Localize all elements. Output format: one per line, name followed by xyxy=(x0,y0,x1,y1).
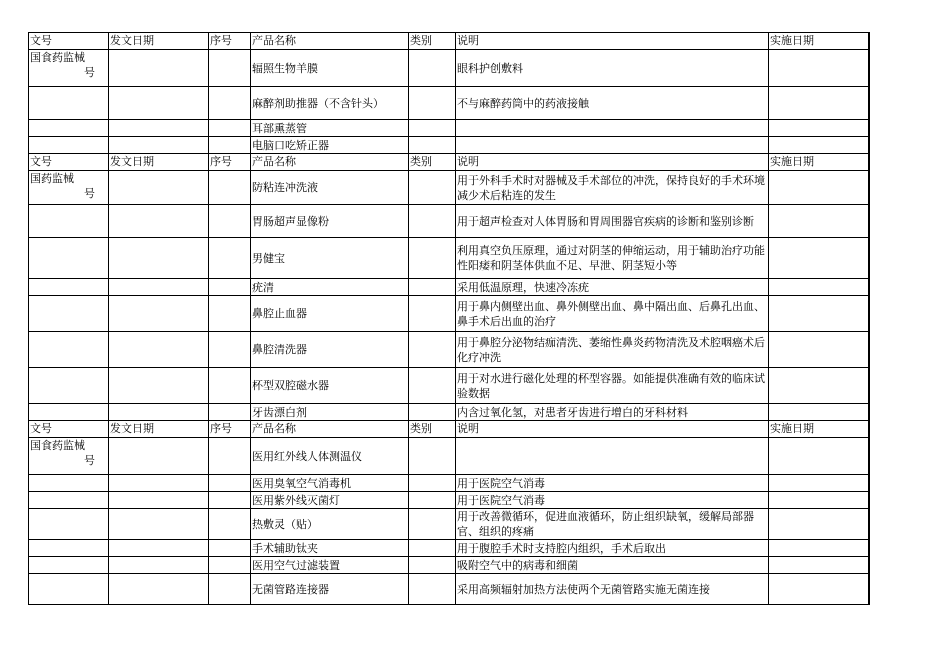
serial-cell xyxy=(209,50,251,87)
category-cell xyxy=(409,557,456,574)
doc-number-cell xyxy=(29,332,109,368)
serial-cell xyxy=(209,279,251,296)
doc-number-cell xyxy=(29,438,109,475)
category-cell xyxy=(409,120,456,137)
serial-cell xyxy=(209,438,251,475)
serial-cell xyxy=(209,87,251,120)
effective-date-cell xyxy=(769,279,869,296)
category-cell xyxy=(409,50,456,87)
issue-date-cell xyxy=(109,205,209,238)
header-serial: 序号 xyxy=(209,154,251,171)
header-row xyxy=(29,421,869,438)
regulation-table xyxy=(28,32,870,605)
serial-cell xyxy=(209,557,251,574)
product-name-cell: 医用臭氧空气消毒机 xyxy=(251,475,409,492)
doc-number-cell xyxy=(29,509,109,540)
table-row xyxy=(29,205,869,238)
product-name-cell: 电脑口吃矫正器 xyxy=(251,137,409,154)
doc-number-cell xyxy=(29,368,109,404)
header-row xyxy=(29,33,869,50)
serial-cell xyxy=(209,540,251,557)
product-name-cell: 男健宝 xyxy=(251,238,409,279)
issue-date-cell xyxy=(109,574,209,605)
table-row xyxy=(29,368,869,404)
doc-number-cell xyxy=(29,205,109,238)
table-row xyxy=(29,557,869,574)
doc-number-suffix: 号 xyxy=(84,187,95,200)
description-cell: 吸附空气中的病毒和细菌 xyxy=(456,557,769,574)
issue-date-cell xyxy=(109,368,209,404)
category-cell xyxy=(409,332,456,368)
serial-cell xyxy=(209,205,251,238)
issue-date-cell xyxy=(109,475,209,492)
category-cell xyxy=(409,279,456,296)
issue-date-cell xyxy=(109,404,209,421)
description-cell: 不与麻醉药筒中的药液接触 xyxy=(456,87,769,120)
category-cell xyxy=(409,238,456,279)
product-name-cell: 无菌管路连接器 xyxy=(251,574,409,605)
description-cell xyxy=(456,438,769,475)
table-body xyxy=(29,33,869,605)
header-doc-number: 文号 xyxy=(29,154,109,171)
category-cell xyxy=(409,509,456,540)
product-name-cell: 热敷灵（贴） xyxy=(251,509,409,540)
effective-date-cell xyxy=(769,509,869,540)
header-product-name: 产品名称 xyxy=(251,33,409,50)
serial-cell xyxy=(209,238,251,279)
effective-date-cell xyxy=(769,438,869,475)
doc-number-cell xyxy=(29,574,109,605)
table-row xyxy=(29,279,869,296)
category-cell xyxy=(409,171,456,205)
issue-date-cell xyxy=(109,557,209,574)
product-name-cell: 鼻腔止血器 xyxy=(251,296,409,332)
description-cell xyxy=(456,137,769,154)
product-name-cell: 鼻腔清洗器 xyxy=(251,332,409,368)
issue-date-cell xyxy=(109,171,209,205)
description-cell: 用于医院空气消毒 xyxy=(456,492,769,509)
serial-cell xyxy=(209,509,251,540)
description-cell xyxy=(456,120,769,137)
doc-number-cell xyxy=(29,87,109,120)
table-row xyxy=(29,574,869,605)
product-name-cell: 耳部熏蒸管 xyxy=(251,120,409,137)
category-cell xyxy=(409,137,456,154)
header-product-name: 产品名称 xyxy=(251,421,409,438)
effective-date-cell xyxy=(769,540,869,557)
category-cell xyxy=(409,492,456,509)
issue-date-cell xyxy=(109,509,209,540)
doc-number-cell xyxy=(29,296,109,332)
doc-number-cell xyxy=(29,238,109,279)
category-cell xyxy=(409,438,456,475)
issue-date-cell xyxy=(109,492,209,509)
product-name-cell: 麻醉剂助推器（不含针头） xyxy=(251,87,409,120)
description-cell: 用于对水进行磁化处理的杯型容器。如能提供准确有效的临床试验数据 xyxy=(456,368,769,404)
header-description: 说明 xyxy=(456,33,769,50)
description-cell: 采用高频辐射加热方法使两个无菌管路实施无菌连接 xyxy=(456,574,769,605)
table-row xyxy=(29,404,869,421)
product-name-cell: 医用空气过滤装置 xyxy=(251,557,409,574)
effective-date-cell xyxy=(769,87,869,120)
description-cell: 用于腹腔手术时支持腔内组织，手术后取出 xyxy=(456,540,769,557)
product-name-cell: 医用紫外线灭菌灯 xyxy=(251,492,409,509)
issue-date-cell xyxy=(109,238,209,279)
table-row xyxy=(29,171,869,205)
header-effective-date: 实施日期 xyxy=(769,421,869,438)
issue-date-cell xyxy=(109,137,209,154)
effective-date-cell xyxy=(769,120,869,137)
product-name-cell: 防粘连冲洗液 xyxy=(251,171,409,205)
serial-cell xyxy=(209,574,251,605)
issue-date-cell xyxy=(109,296,209,332)
category-cell xyxy=(409,404,456,421)
description-cell: 用于超声检查对人体胃肠和胃周围器官疾病的诊断和鉴别诊断 xyxy=(456,205,769,238)
doc-number-cell xyxy=(29,557,109,574)
serial-cell xyxy=(209,296,251,332)
header-category: 类别 xyxy=(409,421,456,438)
product-name-cell: 手术辅助钛夹 xyxy=(251,540,409,557)
effective-date-cell xyxy=(769,557,869,574)
header-doc-number: 文号 xyxy=(29,421,109,438)
table-row xyxy=(29,332,869,368)
header-category: 类别 xyxy=(409,33,456,50)
doc-number-cell xyxy=(29,475,109,492)
table-row xyxy=(29,492,869,509)
description-cell: 内含过氧化氢，对患者牙齿进行增白的牙科材料 xyxy=(456,404,769,421)
category-cell xyxy=(409,296,456,332)
table-row xyxy=(29,438,869,475)
description-cell: 用于鼻腔分泌物结痂清洗、萎缩性鼻炎药物清洗及术腔咽癌术后化疗冲洗 xyxy=(456,332,769,368)
serial-cell xyxy=(209,332,251,368)
category-cell xyxy=(409,205,456,238)
description-cell: 用于鼻内侧壁出血、鼻外侧壁出血、鼻中隔出血、后鼻孔出血、鼻手术后出血的治疗 xyxy=(456,296,769,332)
table-row xyxy=(29,87,869,120)
header-issue-date: 发文日期 xyxy=(109,421,209,438)
table-row xyxy=(29,238,869,279)
table-row xyxy=(29,540,869,557)
issue-date-cell xyxy=(109,50,209,87)
issue-date-cell xyxy=(109,279,209,296)
issue-date-cell xyxy=(109,120,209,137)
doc-number-cell xyxy=(29,279,109,296)
issue-date-cell xyxy=(109,87,209,120)
serial-cell xyxy=(209,120,251,137)
serial-cell xyxy=(209,492,251,509)
product-name-cell: 杯型双腔磁水器 xyxy=(251,368,409,404)
header-doc-number: 文号 xyxy=(29,33,109,50)
effective-date-cell xyxy=(769,238,869,279)
doc-number-cell xyxy=(29,404,109,421)
effective-date-cell xyxy=(769,50,869,87)
header-issue-date: 发文日期 xyxy=(109,33,209,50)
doc-number-cell xyxy=(29,540,109,557)
doc-number-cell xyxy=(29,120,109,137)
header-effective-date: 实施日期 xyxy=(769,33,869,50)
effective-date-cell xyxy=(769,574,869,605)
effective-date-cell xyxy=(769,171,869,205)
product-name-cell: 牙齿漂白剂 xyxy=(251,404,409,421)
table-row xyxy=(29,296,869,332)
header-product-name: 产品名称 xyxy=(251,154,409,171)
doc-number-cell xyxy=(29,492,109,509)
issue-date-cell xyxy=(109,332,209,368)
header-description: 说明 xyxy=(456,421,769,438)
effective-date-cell xyxy=(769,205,869,238)
category-cell xyxy=(409,368,456,404)
serial-cell xyxy=(209,137,251,154)
doc-number-cell xyxy=(29,171,109,205)
doc-number-prefix: 国食药监械 xyxy=(30,51,85,64)
header-category: 类别 xyxy=(409,154,456,171)
doc-number-suffix: 号 xyxy=(84,454,95,467)
doc-number-suffix: 号 xyxy=(84,66,95,79)
serial-cell xyxy=(209,368,251,404)
table-row xyxy=(29,120,869,137)
product-name-cell: 辐照生物羊膜 xyxy=(251,50,409,87)
header-issue-date: 发文日期 xyxy=(109,154,209,171)
serial-cell xyxy=(209,171,251,205)
table-row xyxy=(29,137,869,154)
doc-number-prefix: 国食药监械 xyxy=(30,439,85,452)
doc-number-cell xyxy=(29,137,109,154)
category-cell xyxy=(409,475,456,492)
effective-date-cell xyxy=(769,332,869,368)
table-row xyxy=(29,509,869,540)
description-cell: 用于外科手术时对器械及手术部位的冲洗，保持良好的手术环境减少术后粘连的发生 xyxy=(456,171,769,205)
table-row xyxy=(29,50,869,87)
header-serial: 序号 xyxy=(209,421,251,438)
serial-cell xyxy=(209,404,251,421)
table-row xyxy=(29,475,869,492)
effective-date-cell xyxy=(769,137,869,154)
product-name-cell: 疣清 xyxy=(251,279,409,296)
product-name-cell: 医用红外线人体测温仪 xyxy=(251,438,409,475)
description-cell: 用于改善微循环，促进血液循环，防止组织缺氧，缓解局部器官、组织的疼痛 xyxy=(456,509,769,540)
description-cell: 利用真空负压原理，通过对阴茎的伸缩运动，用于辅助治疗功能性阳痿和阴茎体供血不足、早泄、阴茎短小等 xyxy=(456,238,769,279)
serial-cell xyxy=(209,475,251,492)
issue-date-cell xyxy=(109,540,209,557)
header-description: 说明 xyxy=(456,154,769,171)
description-cell: 眼科护创敷料 xyxy=(456,50,769,87)
effective-date-cell xyxy=(769,368,869,404)
header-serial: 序号 xyxy=(209,33,251,50)
category-cell xyxy=(409,540,456,557)
header-row xyxy=(29,154,869,171)
doc-number-cell xyxy=(29,50,109,87)
category-cell xyxy=(409,87,456,120)
header-effective-date: 实施日期 xyxy=(769,154,869,171)
effective-date-cell xyxy=(769,492,869,509)
category-cell xyxy=(409,574,456,605)
description-cell: 用于医院空气消毒 xyxy=(456,475,769,492)
description-cell: 采用低温原理，快速冷冻疣 xyxy=(456,279,769,296)
effective-date-cell xyxy=(769,475,869,492)
effective-date-cell xyxy=(769,296,869,332)
issue-date-cell xyxy=(109,438,209,475)
product-name-cell: 胃肠超声显像粉 xyxy=(251,205,409,238)
effective-date-cell xyxy=(769,404,869,421)
doc-number-prefix: 国药监械 xyxy=(30,172,74,185)
